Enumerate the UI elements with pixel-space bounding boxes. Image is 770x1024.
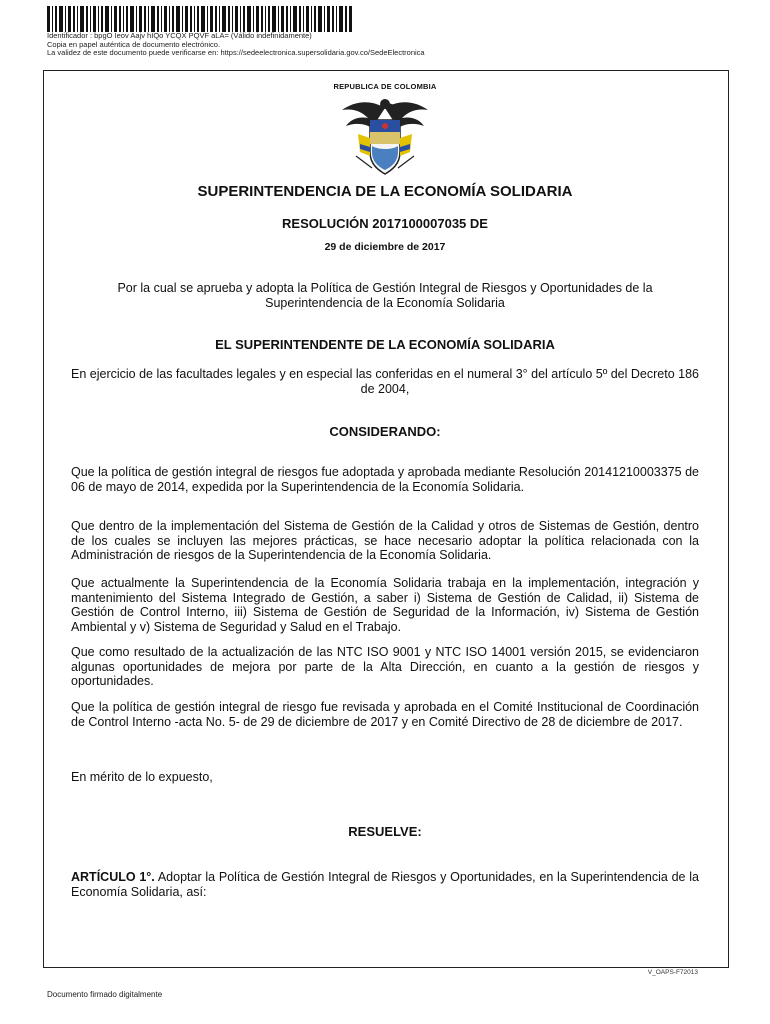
resolution-subject: Por la cual se aprueba y adopta la Política de Gestión Integral de Riesgos y Oportunidades de la Superintendencia de la Economía Solidaria	[117, 281, 653, 310]
merit-statement: En mérito de lo expuesto,	[71, 770, 213, 784]
barcode	[47, 6, 352, 32]
identifier-line: Identificador : bpgO Ieov Aajv hIQo YCQX PQVF aLA= (Válido indefinidamente)	[47, 31, 312, 40]
validity-line: La validez de este documento puede verificarse en: https://sedeelectronica.supersolidaria.gov.co/SedeElectronica	[47, 48, 425, 58]
consideration-paragraph: Que la política de gestión integral de riesgos fue adoptada y aprobada mediante Resolución 20141210003375 de 06 de mayo de 2014, expedida por la Superintendencia de la Economía Solidaria.	[71, 465, 699, 494]
resolution-date: 29 de diciembre de 2017	[324, 241, 446, 253]
consideration-paragraph: Que como resultado de la actualización de las NTC ISO 9001 y NTC ISO 14001 versión 2015, se evidenciaron algunas oportunidades de mejora por parte de la Alta Dirección, en cuanto a la gestión de riesgos y oportunidades.	[71, 645, 699, 688]
resolution-number: RESOLUCIÓN 2017100007035 DE	[282, 216, 488, 231]
resolves-heading: RESUELVE:	[348, 824, 422, 839]
authority-heading: EL SUPERINTENDENTE DE LA ECONOMÍA SOLIDARIA	[215, 337, 555, 352]
considering-heading: CONSIDERANDO:	[329, 424, 441, 439]
copy-line: Copia en papel auténtica de documento electrónico.	[47, 39, 221, 49]
article-1	[71, 870, 699, 899]
consideration-paragraph: Que la política de gestión integral de riesgo fue revisada y aprobada en el Comité Institucional de Coordinación de Control Interno -acta No. 5- de 29 de diciembre de 2017 y en Comité Directivo de 28 de diciembre de 2017.	[71, 700, 699, 729]
verification-info	[47, 32, 425, 58]
entity-title: SUPERINTENDENCIA DE LA ECONOMÍA SOLIDARIA	[197, 183, 573, 200]
consideration-paragraph: Que dentro de la implementación del Sistema de Gestión de la Calidad y otros de Sistemas de Gestión, dentro de los cuales se incluyen las mejores prácticas, se hace necesario adoptar la política relacionada con la Administración de riesgos de la Superintendencia de la Economía Solidaria.	[71, 519, 699, 562]
consideration-paragraph: Que actualmente la Superintendencia de la Economía Solidaria trabaja en la implementación, integración y mantenimiento del Sistema Integrado de Gestión, a saber i) Sistema de Gestión de Calidad, ii) Sistema de Gestión de Control Interno, iii) Sistema de Gestión de Seguridad de la Información, iv) Sistema de Gestión Ambiental y v) Sistema de Seguridad y Salud en el Trabajo.	[71, 576, 699, 634]
form-code: V_OAPS-F72013	[647, 969, 698, 976]
coat-of-arms-icon	[336, 94, 434, 180]
article-1-text: Adoptar la Política de Gestión Integral de Riesgos y Oportunidades, en la Superintendencia de la Economía Solidaria, así:	[71, 870, 699, 899]
country-label: REPUBLICA DE COLOMBIA	[333, 82, 437, 91]
digital-signature-note: Documento firmado digitalmente	[47, 990, 163, 999]
article-1-label: ARTÍCULO 1°.	[71, 870, 155, 884]
powers-statement: En ejercicio de las facultades legales y en especial las conferidas en el numeral 3° del artículo 5º del Decreto 186 de 2004,	[71, 367, 699, 396]
